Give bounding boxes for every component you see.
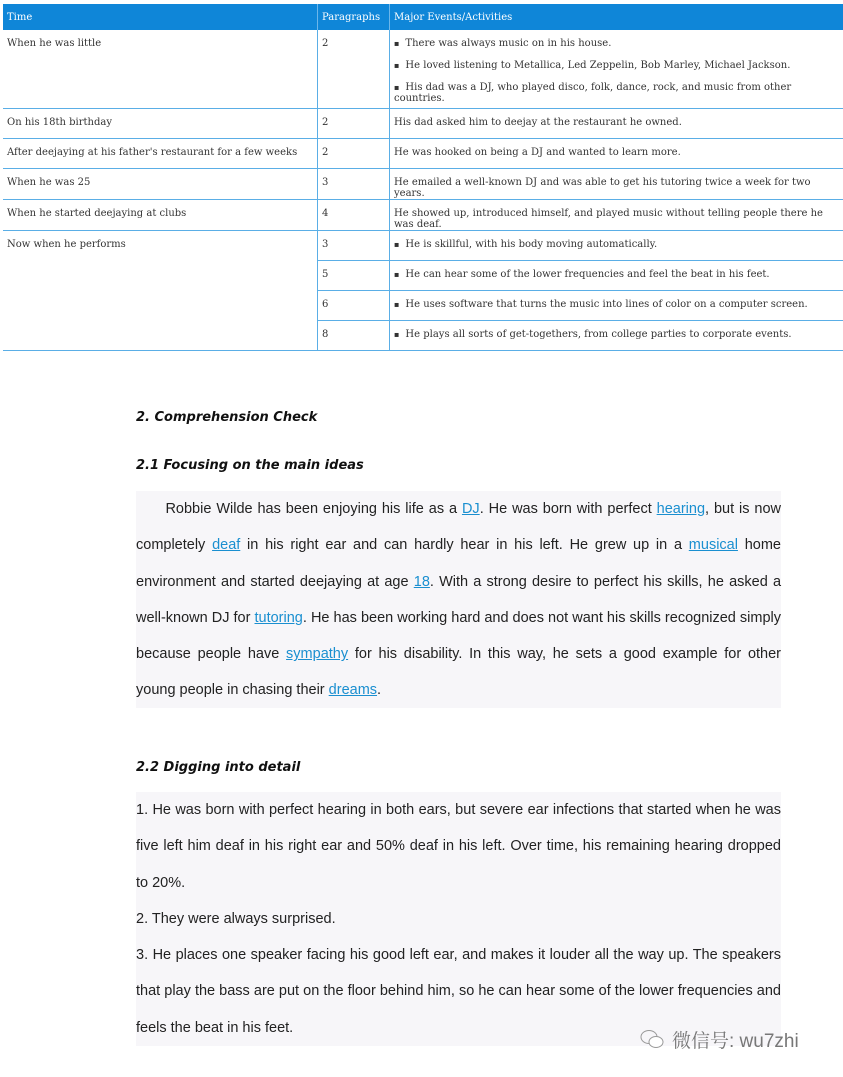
header-time: Time [3, 4, 318, 30]
event-bullet: ▪ He loved listening to Metallica, Led Zeppelin, Bob Marley, Michael Jackson. [394, 60, 839, 71]
time-cell: Now when he performs [3, 231, 318, 351]
event-bullet: ▪ There was always music on in his house. [394, 38, 839, 49]
event-bullet: ▪ His dad was a DJ, who played disco, folk, dance, rock, and music from other countries. [394, 82, 839, 104]
events-cell [390, 291, 843, 321]
event-text: His dad asked him to deejay at the restaurant he owned. [394, 117, 682, 128]
paragraph-cell: 6 [318, 291, 390, 321]
event-bullet: ▪ He can hear some of the lower frequencies and feel the beat in his feet. [394, 269, 839, 280]
summary-text: . With a strong desire to perfect his skills, he asked a well-known DJ for [136, 573, 782, 626]
summary-text: Robbie Wilde has been enjoying his life as a [136, 501, 462, 517]
vocab-link[interactable]: DJ [461, 501, 480, 517]
paragraph-cell: 3 [318, 169, 390, 200]
summary-paragraph [136, 491, 781, 708]
event-text: He emailed a well-known DJ and was able to get his tutoring twice a week for two years. [394, 177, 811, 199]
heading-main-ideas: 2.1 Focusing on the main ideas [136, 458, 364, 473]
table-row [3, 30, 843, 109]
table-row [3, 200, 843, 231]
events-table [3, 4, 843, 351]
summary-text: in his right ear and can hardly hear in his left. He grew up in a [240, 537, 689, 554]
events-cell [390, 30, 843, 109]
heading-details: 2.2 Digging into detail [136, 760, 301, 775]
paragraph-cell: 4 [318, 200, 390, 231]
event-bullet: ▪ He is skillful, with his body moving automatically. [394, 239, 839, 250]
paragraph-cell: 5 [318, 261, 390, 291]
table-row [3, 231, 843, 261]
paragraph-cell: 3 [318, 231, 390, 261]
events-cell [390, 109, 843, 139]
events-cell [390, 169, 843, 200]
paragraph-cell: 2 [318, 109, 390, 139]
events-cell [390, 321, 843, 351]
summary-text: for his disability. In this way, he sets a good example for other young people in chasing their [136, 646, 781, 699]
paragraph-cell: 8 [318, 321, 390, 351]
watermark: 微信号: wu7zhi [640, 1026, 799, 1053]
paragraph-cell: 2 [318, 139, 390, 169]
events-cell [390, 200, 843, 231]
vocab-link[interactable]: sympathy [286, 646, 349, 663]
vocab-link[interactable]: dreams [328, 682, 378, 699]
summary-text: . He was born with perfect [479, 501, 657, 517]
events-cell [390, 231, 843, 261]
vocab-link[interactable]: deaf [212, 537, 241, 554]
paragraph-cell: 2 [318, 30, 390, 109]
vocab-link[interactable]: tutoring [254, 609, 303, 626]
event-bullet: ▪ He uses software that turns the music into lines of color on a computer screen. [394, 299, 839, 310]
detail-item: 2. They were always surprised. [136, 910, 336, 927]
table-row [3, 169, 843, 200]
event-bullet: ▪ He plays all sorts of get-togethers, from college parties to corporate events. [394, 329, 839, 340]
vocab-link[interactable]: musical [688, 537, 738, 554]
event-text: He showed up, introduced himself, and played music without telling people there he was deaf. [394, 208, 823, 230]
time-cell: After deejaying at his father's restaurant for a few weeks [3, 139, 318, 169]
events-cell [390, 261, 843, 291]
events-cell [390, 139, 843, 169]
time-cell: On his 18th birthday [3, 109, 318, 139]
vocab-link[interactable]: 18 [413, 573, 430, 590]
detail-item: 3. He places one speaker facing his good left ear, and makes it louder all the way up. The speakers that play the bass are put on the floor behind him, so he can hear some of the lower frequencies and feels the beat in his feet. [136, 947, 781, 1036]
wechat-icon [640, 1029, 666, 1051]
details-block [136, 792, 781, 1046]
time-cell: When he was little [3, 30, 318, 109]
summary-text: , but is now completely [136, 501, 782, 554]
time-cell: When he was 25 [3, 169, 318, 200]
summary-text: . He has been working hard and does not want his skills recognized simply because people have [136, 609, 782, 663]
vocab-link[interactable]: hearing [656, 501, 706, 517]
table-row [3, 139, 843, 169]
header-events: Major Events/Activities [390, 4, 843, 30]
time-cell: When he started deejaying at clubs [3, 200, 318, 231]
table-row [3, 109, 843, 139]
summary-text: home environment and started deejaying at age [136, 537, 781, 590]
summary-text: . [377, 682, 382, 699]
event-text: He was hooked on being a DJ and wanted to learn more. [394, 147, 681, 158]
detail-item: 1. He was born with perfect hearing in both ears, but severe ear infections that started when he was five left him deaf in his right ear and 50% deaf in his left. Over time, his remaining hearing dropped to 20%. [136, 802, 781, 891]
heading-comprehension-check: 2. Comprehension Check [136, 410, 318, 425]
header-paragraphs: Paragraphs [318, 4, 390, 30]
